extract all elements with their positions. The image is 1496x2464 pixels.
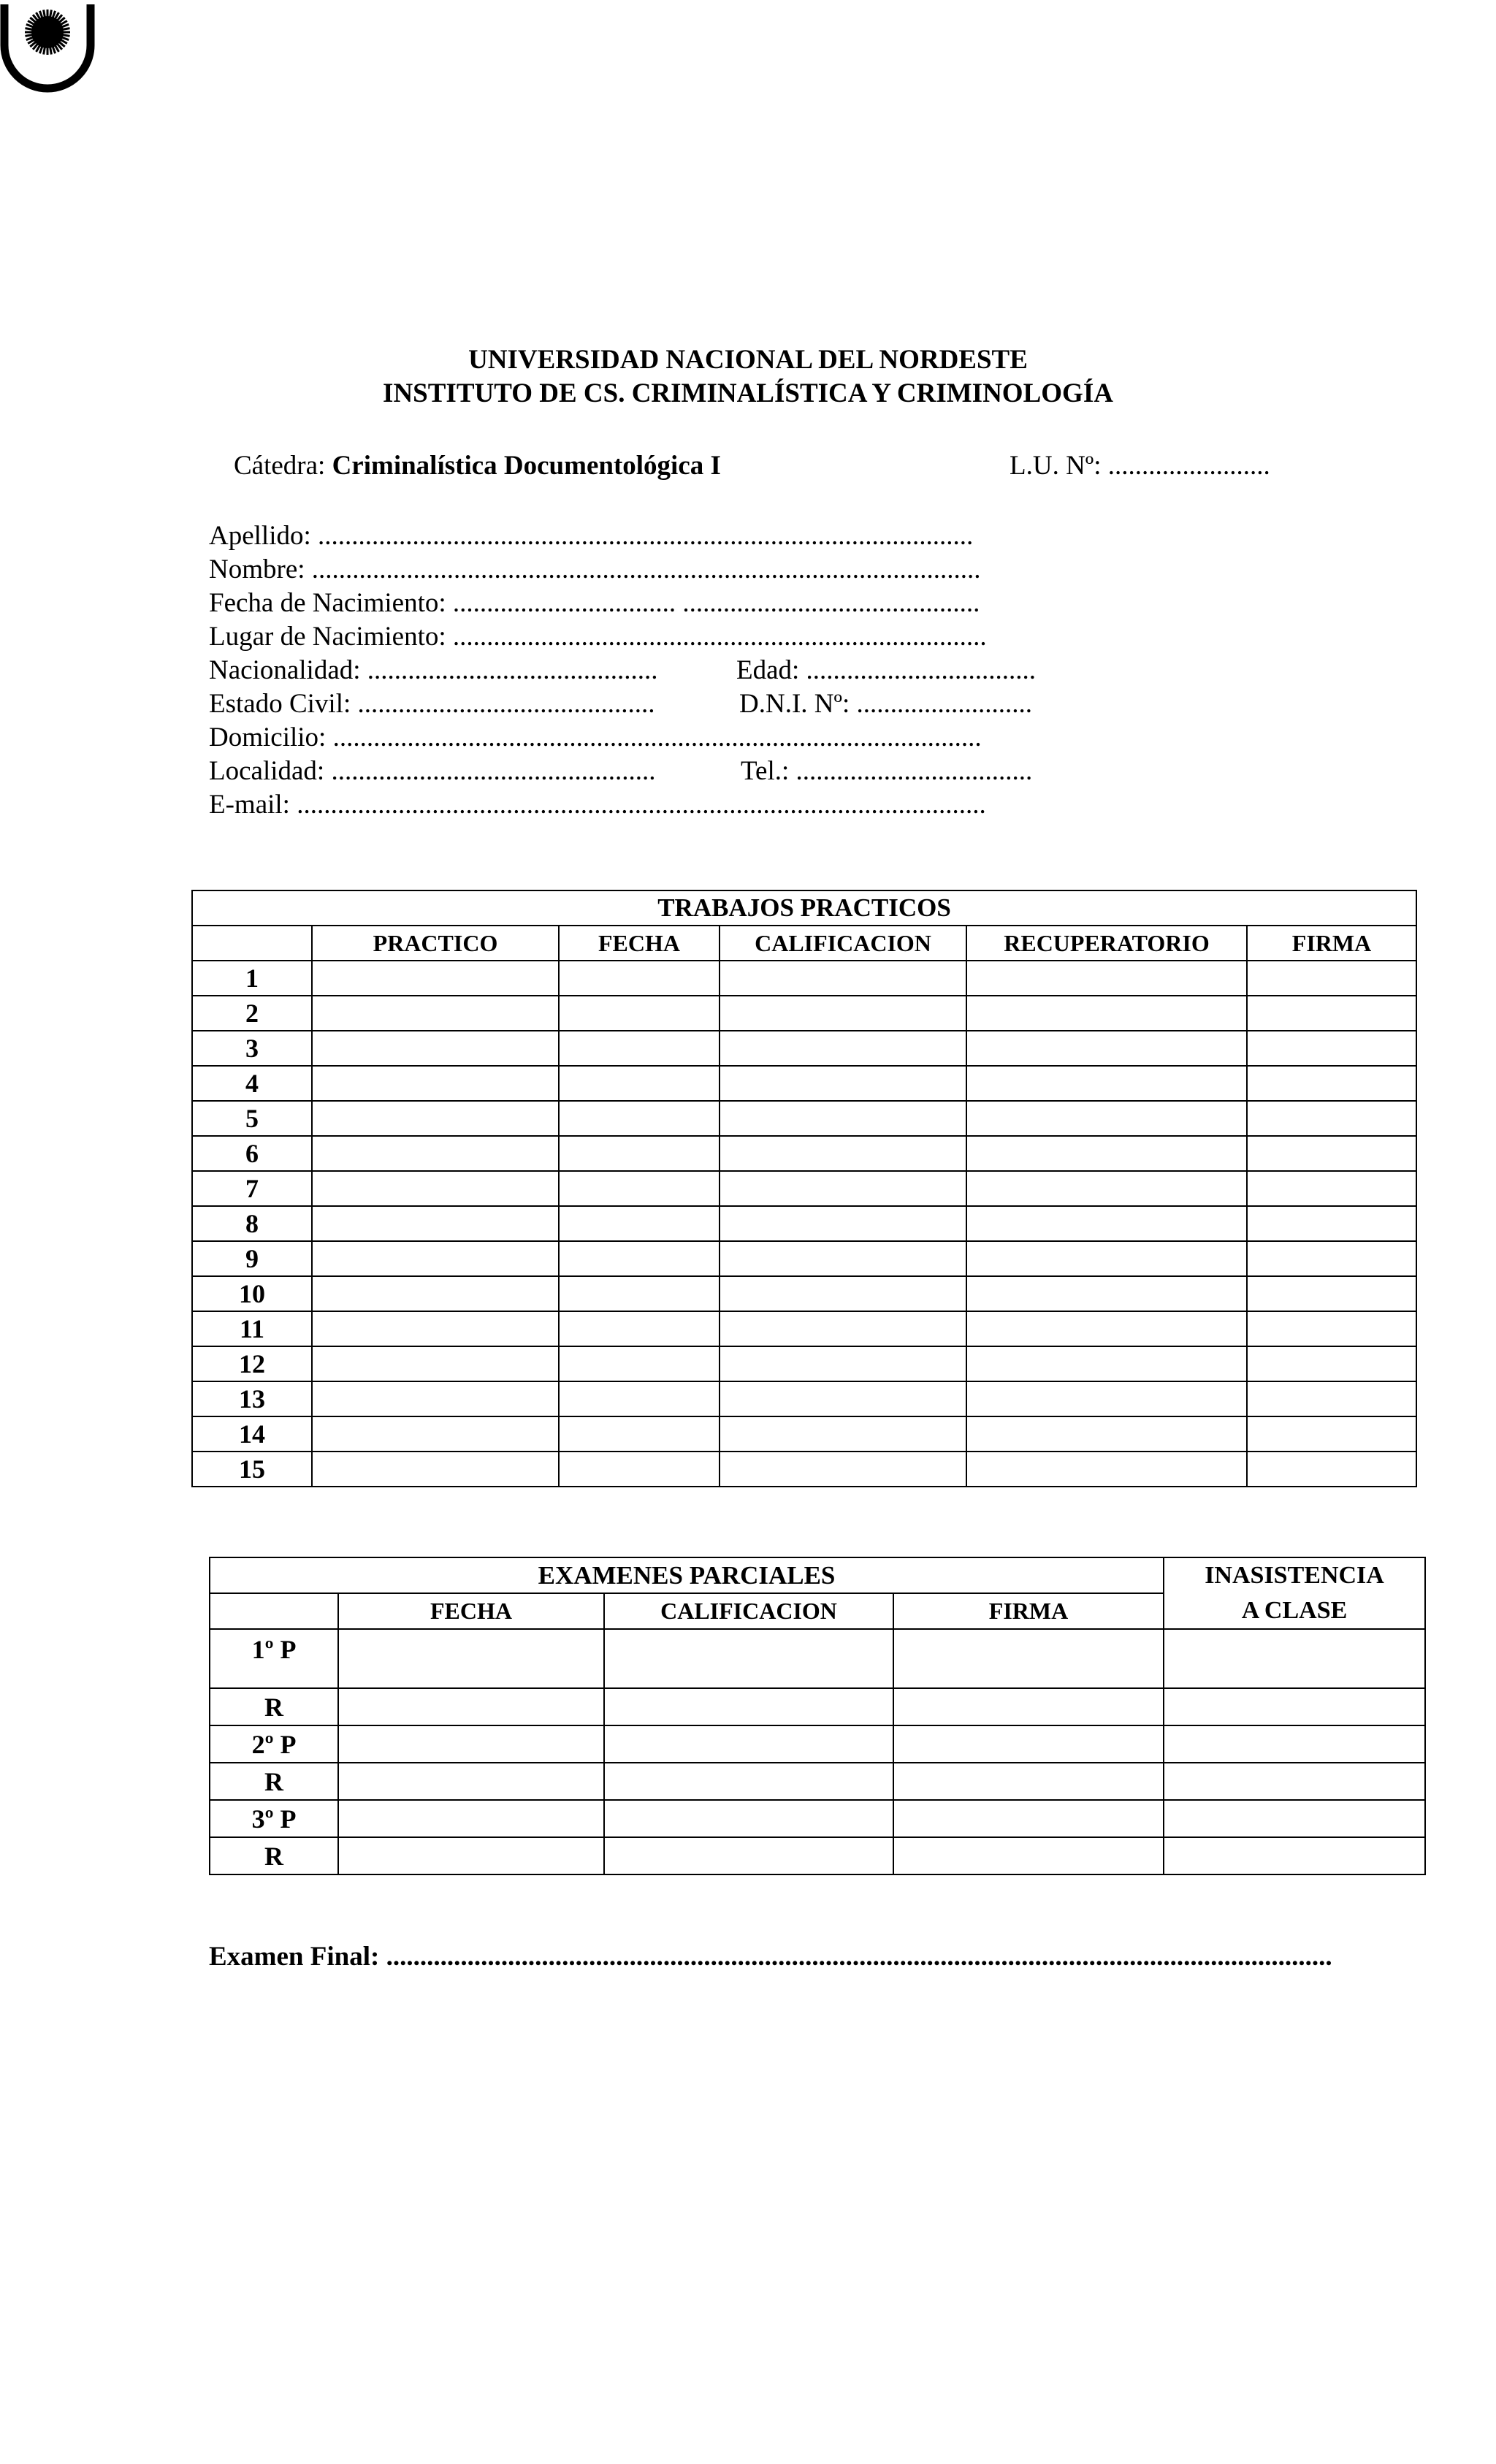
table-cell[interactable] bbox=[1247, 1066, 1416, 1101]
table-cell[interactable] bbox=[1247, 1206, 1416, 1241]
table-cell[interactable] bbox=[720, 1206, 966, 1241]
column-header: RECUPERATORIO bbox=[966, 926, 1247, 961]
table-cell[interactable] bbox=[1247, 1101, 1416, 1136]
table-cell[interactable] bbox=[312, 1031, 559, 1066]
row-number: 7 bbox=[192, 1171, 312, 1206]
lu-field[interactable]: ........................ bbox=[1107, 451, 1270, 481]
examenes-parciales-title: EXAMENES PARCIALES bbox=[210, 1557, 1164, 1593]
table-cell[interactable] bbox=[1247, 1136, 1416, 1171]
table-cell[interactable] bbox=[604, 1837, 893, 1874]
table-cell[interactable] bbox=[312, 1381, 559, 1416]
table-cell[interactable] bbox=[338, 1688, 604, 1725]
table-cell[interactable] bbox=[338, 1800, 604, 1837]
row-number: 14 bbox=[192, 1416, 312, 1452]
table-cell[interactable] bbox=[604, 1763, 893, 1800]
table-cell[interactable] bbox=[312, 1066, 559, 1101]
row-number: 13 bbox=[192, 1381, 312, 1416]
inasistencia-line-1: INASISTENCIA bbox=[1205, 1562, 1384, 1589]
table-row bbox=[192, 1381, 1416, 1416]
table-cell[interactable] bbox=[720, 1381, 966, 1416]
table-cell[interactable] bbox=[1247, 1416, 1416, 1452]
table-cell[interactable] bbox=[1164, 1837, 1425, 1874]
table-cell[interactable] bbox=[559, 1381, 720, 1416]
table-cell[interactable] bbox=[559, 996, 720, 1031]
table-cell[interactable] bbox=[559, 1241, 720, 1276]
row-number: 9 bbox=[192, 1241, 312, 1276]
table-cell[interactable] bbox=[966, 1416, 1247, 1452]
header-empty-cell bbox=[192, 926, 312, 961]
table-row bbox=[210, 1763, 1425, 1800]
examen-final-label: Examen Final: bbox=[209, 1942, 386, 1972]
row-label: 1º P bbox=[210, 1629, 338, 1688]
table-row bbox=[192, 1452, 1416, 1487]
table-cell[interactable] bbox=[559, 1416, 720, 1452]
table-cell[interactable] bbox=[1247, 996, 1416, 1031]
table-row bbox=[210, 1688, 1425, 1725]
nacionalidad-field[interactable]: Nacionalidad: ........................................... bbox=[209, 655, 658, 685]
row-number: 11 bbox=[192, 1311, 312, 1346]
row-label: R bbox=[210, 1688, 338, 1725]
apellido-field[interactable]: Apellido: ................................................................................................. bbox=[209, 521, 974, 551]
lu-label: L.U. Nº: bbox=[1010, 451, 1108, 481]
row-number: 4 bbox=[192, 1066, 312, 1101]
table-header-row bbox=[192, 926, 1416, 961]
table-cell[interactable] bbox=[966, 1276, 1247, 1311]
table-cell[interactable] bbox=[1164, 1688, 1425, 1725]
table-cell[interactable] bbox=[559, 1171, 720, 1206]
table-cell[interactable] bbox=[1164, 1763, 1425, 1800]
table-cell[interactable] bbox=[559, 1346, 720, 1381]
table-cell[interactable] bbox=[338, 1629, 604, 1688]
table-row bbox=[192, 1171, 1416, 1206]
row-number: 8 bbox=[192, 1206, 312, 1241]
lu-line bbox=[1010, 449, 1270, 483]
table-cell[interactable] bbox=[720, 1101, 966, 1136]
table-cell[interactable] bbox=[312, 961, 559, 996]
table-row bbox=[192, 1136, 1416, 1171]
localidad-field[interactable]: Localidad: ................................................ bbox=[209, 756, 656, 786]
table-cell[interactable] bbox=[312, 1311, 559, 1346]
table-cell[interactable] bbox=[893, 1763, 1164, 1800]
table-row bbox=[210, 1725, 1425, 1763]
catedra-line bbox=[234, 449, 721, 483]
inasistencia-header bbox=[1164, 1557, 1425, 1629]
examen-final-field[interactable]: ............................................................................................................................................ bbox=[386, 1942, 1332, 1972]
table-cell[interactable] bbox=[966, 1171, 1247, 1206]
unne-sun-logo-icon bbox=[0, 0, 95, 95]
table-cell[interactable] bbox=[559, 1031, 720, 1066]
table-cell[interactable] bbox=[312, 1241, 559, 1276]
column-header: FIRMA bbox=[1247, 926, 1416, 961]
table-cell[interactable] bbox=[966, 1381, 1247, 1416]
table-cell[interactable] bbox=[1247, 1311, 1416, 1346]
nombre-field[interactable]: Nombre: ................................................................................................... bbox=[209, 554, 981, 584]
row-number: 15 bbox=[192, 1452, 312, 1487]
column-header: CALIFICACION bbox=[604, 1593, 893, 1629]
table-cell[interactable] bbox=[966, 1031, 1247, 1066]
table-cell[interactable] bbox=[720, 1241, 966, 1276]
row-number: 5 bbox=[192, 1101, 312, 1136]
row-label: R bbox=[210, 1837, 338, 1874]
lugar-nacimiento-field[interactable]: Lugar de Nacimiento: ............................................................................... bbox=[209, 622, 987, 652]
examenes-parciales-table bbox=[209, 1557, 1426, 1875]
table-cell[interactable] bbox=[312, 1101, 559, 1136]
table-cell[interactable] bbox=[604, 1629, 893, 1688]
row-number: 12 bbox=[192, 1346, 312, 1381]
table-cell[interactable] bbox=[720, 1346, 966, 1381]
table-cell[interactable] bbox=[1164, 1725, 1425, 1763]
table-cell[interactable] bbox=[893, 1688, 1164, 1725]
table-cell[interactable] bbox=[966, 1241, 1247, 1276]
table-cell[interactable] bbox=[559, 1311, 720, 1346]
inasistencia-line-2: A CLASE bbox=[1241, 1597, 1348, 1624]
table-cell[interactable] bbox=[338, 1763, 604, 1800]
table-cell[interactable] bbox=[720, 1452, 966, 1487]
fecha-nacimiento-field[interactable]: Fecha de Nacimiento: ................................. ............................................ bbox=[209, 588, 980, 618]
table-cell[interactable] bbox=[1164, 1629, 1425, 1688]
table-cell[interactable] bbox=[559, 961, 720, 996]
table-cell[interactable] bbox=[720, 1171, 966, 1206]
table-cell[interactable] bbox=[893, 1629, 1164, 1688]
table-cell[interactable] bbox=[559, 1206, 720, 1241]
examen-final-line bbox=[209, 1939, 1332, 1975]
table-cell[interactable] bbox=[720, 1066, 966, 1101]
table-cell[interactable] bbox=[1247, 1381, 1416, 1416]
table-cell[interactable] bbox=[720, 1136, 966, 1171]
domicilio-field[interactable]: Domicilio: ................................................................................................ bbox=[209, 722, 982, 752]
table-cell[interactable] bbox=[720, 1031, 966, 1066]
table-cell[interactable] bbox=[312, 1276, 559, 1311]
table-cell[interactable] bbox=[966, 1066, 1247, 1101]
table-cell[interactable] bbox=[966, 1101, 1247, 1136]
header-empty-cell bbox=[210, 1593, 338, 1629]
table-row bbox=[210, 1629, 1425, 1688]
table-row bbox=[192, 996, 1416, 1031]
email-field[interactable]: E-mail: ...................................................................................................... bbox=[209, 790, 986, 820]
column-header: FECHA bbox=[559, 926, 720, 961]
table-row bbox=[192, 961, 1416, 996]
table-cell[interactable] bbox=[312, 1346, 559, 1381]
table-row bbox=[192, 1416, 1416, 1452]
row-number: 2 bbox=[192, 996, 312, 1031]
table-cell[interactable] bbox=[559, 1136, 720, 1171]
table-cell[interactable] bbox=[966, 1311, 1247, 1346]
column-header: CALIFICACION bbox=[720, 926, 966, 961]
table-cell[interactable] bbox=[720, 961, 966, 996]
table-row bbox=[192, 1346, 1416, 1381]
table-cell[interactable] bbox=[720, 1276, 966, 1311]
dni-field[interactable]: D.N.I. Nº: .......................... bbox=[739, 689, 1032, 719]
column-header: FIRMA bbox=[893, 1593, 1164, 1629]
table-cell[interactable] bbox=[312, 1206, 559, 1241]
table-cell[interactable] bbox=[559, 1101, 720, 1136]
row-number: 10 bbox=[192, 1276, 312, 1311]
table-cell[interactable] bbox=[1247, 1452, 1416, 1487]
table-row bbox=[192, 1206, 1416, 1241]
table-cell[interactable] bbox=[720, 996, 966, 1031]
table-cell[interactable] bbox=[604, 1688, 893, 1725]
row-label: 2º P bbox=[210, 1725, 338, 1763]
table-cell[interactable] bbox=[312, 1171, 559, 1206]
table-row bbox=[192, 1241, 1416, 1276]
table-cell[interactable] bbox=[1247, 1031, 1416, 1066]
university-name: UNIVERSIDAD NACIONAL DEL NORDESTE bbox=[468, 345, 1028, 375]
table-row bbox=[192, 1311, 1416, 1346]
row-number: 3 bbox=[192, 1031, 312, 1066]
table-cell[interactable] bbox=[312, 996, 559, 1031]
edad-field[interactable]: Edad: .................................. bbox=[736, 655, 1037, 685]
table-cell[interactable] bbox=[1164, 1800, 1425, 1837]
table-cell[interactable] bbox=[312, 1416, 559, 1452]
table-cell[interactable] bbox=[966, 961, 1247, 996]
tel-field[interactable]: Tel.: ................................... bbox=[741, 756, 1033, 786]
table-cell[interactable] bbox=[1247, 1346, 1416, 1381]
estado-civil-field[interactable]: Estado Civil: ............................................ bbox=[209, 689, 655, 719]
table-cell[interactable] bbox=[312, 1136, 559, 1171]
table-cell[interactable] bbox=[1247, 1276, 1416, 1311]
row-number: 1 bbox=[192, 961, 312, 996]
row-number: 6 bbox=[192, 1136, 312, 1171]
table-row bbox=[210, 1800, 1425, 1837]
row-label: R bbox=[210, 1763, 338, 1800]
table-cell[interactable] bbox=[338, 1725, 604, 1763]
table-row bbox=[192, 1276, 1416, 1311]
table-cell[interactable] bbox=[312, 1452, 559, 1487]
table-row bbox=[192, 1031, 1416, 1066]
catedra-value: Criminalística Documentológica I bbox=[332, 451, 721, 481]
institute-name: INSTITUTO DE CS. CRIMINALÍSTICA Y CRIMINOLOGÍA bbox=[383, 378, 1113, 408]
table-cell[interactable] bbox=[966, 1452, 1247, 1487]
table-cell[interactable] bbox=[338, 1837, 604, 1874]
trabajos-practicos-table bbox=[191, 890, 1417, 1487]
table-cell[interactable] bbox=[893, 1800, 1164, 1837]
table-cell[interactable] bbox=[720, 1416, 966, 1452]
trabajos-practicos-title: TRABAJOS PRACTICOS bbox=[192, 890, 1416, 926]
table-cell[interactable] bbox=[966, 1346, 1247, 1381]
table-cell[interactable] bbox=[893, 1725, 1164, 1763]
row-label: 3º P bbox=[210, 1800, 338, 1837]
table-cell[interactable] bbox=[604, 1800, 893, 1837]
table-cell[interactable] bbox=[966, 1206, 1247, 1241]
column-header: FECHA bbox=[338, 1593, 604, 1629]
table-row bbox=[192, 1101, 1416, 1136]
table-cell[interactable] bbox=[893, 1837, 1164, 1874]
table-row bbox=[192, 1066, 1416, 1101]
table-cell[interactable] bbox=[966, 1136, 1247, 1171]
table-cell[interactable] bbox=[720, 1311, 966, 1346]
catedra-label: Cátedra: bbox=[234, 451, 332, 481]
table-cell[interactable] bbox=[559, 1066, 720, 1101]
table-cell[interactable] bbox=[966, 996, 1247, 1031]
table-cell[interactable] bbox=[604, 1725, 893, 1763]
table-cell[interactable] bbox=[1247, 1241, 1416, 1276]
table-cell[interactable] bbox=[559, 1276, 720, 1311]
table-cell[interactable] bbox=[559, 1452, 720, 1487]
table-cell[interactable] bbox=[1247, 1171, 1416, 1206]
table-cell[interactable] bbox=[1247, 961, 1416, 996]
column-header: PRACTICO bbox=[312, 926, 559, 961]
table-row bbox=[210, 1837, 1425, 1874]
